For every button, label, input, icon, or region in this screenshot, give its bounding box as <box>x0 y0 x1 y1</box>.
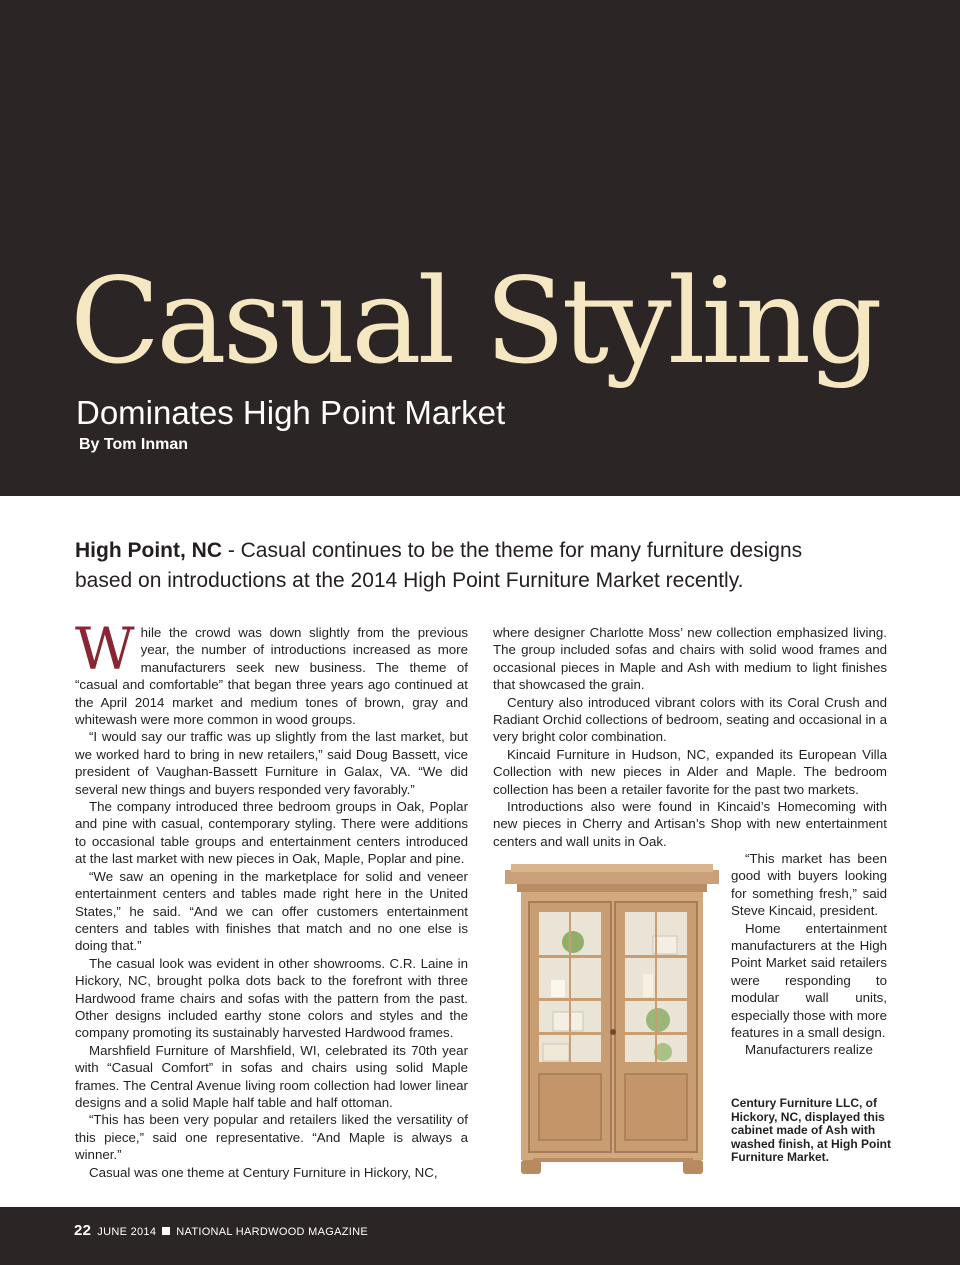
article-subtitle: Dominates High Point Market <box>76 394 506 431</box>
drop-cap: W <box>75 615 135 683</box>
body-paragraph: where designer Charlotte Moss’ new collection emphasized living. The group included sofas and chairs with solid wood frames and occasional pieces in Maple and Ash with medium to light finishes that showcased the grain. <box>493 625 887 693</box>
body-paragraph: Introductions also were found in Kincaid’s Homecoming with new pieces in Cherry and Artisan’s Shop with new entertainment centers and wall units in Oak. <box>493 799 887 849</box>
body-paragraph <box>75 615 468 728</box>
body-paragraph: Marshfield Furniture of Marshfield, WI, celebrated its 70th year with “Casual Comfort” in sofas and chairs using solid Maple frames. The Central Avenue living room collection had lower linear designs and a solid Maple half table and half ottoman. <box>75 1042 468 1110</box>
paragraph-text: hile the crowd was down slightly from the previous year, the number of introductions increased as more manufacturers seek new business. The theme of “casual and comfortable” that began three years ago continued at the April 2014 market and medium tones of brown, gray and whitewash were more common in wood groups. <box>75 625 468 728</box>
intro-paragraph <box>75 536 835 596</box>
square-separator-icon <box>162 1227 170 1235</box>
body-paragraph: Casual was one theme at Century Furniture in Hickory, NC, <box>89 1164 438 1180</box>
article-title: Casual Styling <box>70 252 879 390</box>
page-number: 22 <box>74 1222 92 1239</box>
issue-date: JUNE 2014 <box>97 1226 157 1238</box>
photo-caption: Century Furniture LLC, of Hickory, NC, displayed this cabinet made of Ash with washed finish, at High Point Furniture Market. <box>731 1096 892 1165</box>
body-paragraph: The company introduced three bedroom groups in Oak, Poplar and pine with casual, contemporary styling. There were additions to occasional table groups and entertainment centers introduced at the last market with new pieces in Oak, Maple, Poplar and pine. <box>75 799 468 867</box>
magazine-name: NATIONAL HARDWOOD MAGAZINE <box>176 1226 369 1238</box>
body-paragraph: Century also introduced vibrant colors with its Coral Crush and Radiant Orchid collections of bedroom, seating and occasional in a very bright color combination. <box>493 694 887 745</box>
article-column-1 <box>75 615 468 1181</box>
byline: By Tom Inman <box>79 436 189 453</box>
body-paragraph: “This has been very popular and retailers liked the versatility of this piece,” said one representative. “And Maple is always a winner.” <box>75 1112 468 1163</box>
body-paragraph: Home entertainment manufacturers at the High Point Market said retailers were responding to modular wall units, especially those with more features in a small design. <box>731 920 887 1041</box>
body-paragraph: Manufacturers realize <box>745 1042 873 1058</box>
cabinet-photo <box>503 862 723 1180</box>
body-paragraph: The casual look was evident in other showrooms. C.R. Laine in Hickory, NC, brought polka dots back to the forefront with three Hardwood frame chairs and sofas with the pattern from the past. Other designs included earthy stone colors and styles and the company promoting its sustainably harvested Hardwood frames. <box>75 955 468 1041</box>
intro-dateline: High Point, NC <box>75 539 222 562</box>
article-column-2 <box>493 624 887 850</box>
intro-text: - Casual continues to be the theme for many furniture designs based on introductions at the 2014 High Point Furniture Market recently. <box>75 539 803 592</box>
body-paragraph: “I would say our traffic was up slightly from the last market, but we worked hard to bring in new retailers,” said Doug Bassett, vice president of Vaughan-Bassett Furniture in Galax, VA. “We did several new things and buyers responded very favorably.” <box>75 729 468 797</box>
footer-folio <box>74 1222 368 1239</box>
body-paragraph: “We saw an opening in the marketplace for solid and veneer entertainment centers and tables made right here in the United States,” he said. “And we can offer customers entertainment centers and tables with finishes that match and no one else is doing that.” <box>75 868 468 954</box>
body-paragraph: Kincaid Furniture in Hudson, NC, expanded its European Villa Collection with new pieces in Alder and Maple. The bedroom collection has been a retailer favorite for the past two markets. <box>493 746 887 797</box>
body-paragraph: “This market has been good with buyers looking for something fresh,” said Steve Kincaid, president. <box>731 851 887 919</box>
sidebar-column <box>731 850 887 1059</box>
